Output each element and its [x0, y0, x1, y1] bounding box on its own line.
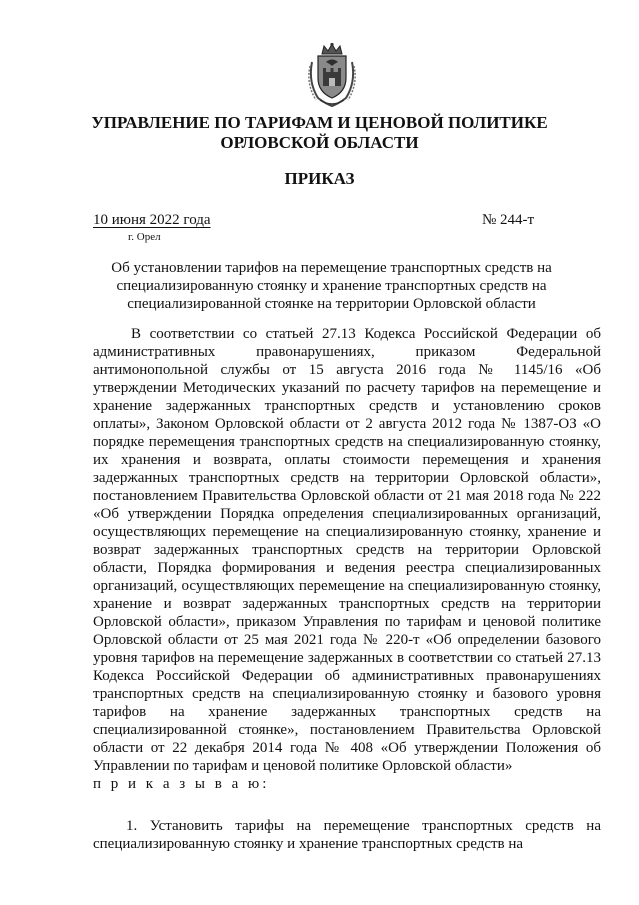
preamble-paragraph [93, 325, 601, 793]
document-subject [96, 259, 567, 313]
subject-line2: специализированную стоянку и хранение транспортных средств на [116, 278, 547, 294]
document-date: 10 июня 2022 года [93, 212, 211, 228]
document-number: № 244-т [482, 212, 535, 228]
organization-name [0, 113, 639, 153]
coat-of-arms-icon [306, 42, 358, 108]
organization-name-line1: УПРАВЛЕНИЕ ПО ТАРИФАМ И ЦЕНОВОЙ ПОЛИТИКЕ [91, 113, 548, 132]
decree-item-1: 1. Установить тарифы на перемещение транспортных средств на специализированную стоянку и хранение транспортных средств на [93, 818, 601, 852]
document-type: ПРИКАЗ [284, 169, 355, 188]
preamble-text: В соответствии со статьей 27.13 Кодекса Российской Федерации об административных правонарушениях, приказом Федеральной антимонопольной службы от 15 августа 2016 года № 1145/16 «Об утверждении Методических указаний по расчету тарифов на перемещение и хранение задержанных транспортных средств и установлению сроков оплаты», Законом Орловской области от 2 августа 2012 года № 1387-ОЗ «О порядке перемещения транспортных средств на специализированную стоянку, их хранения и возврата, оплаты стоимости перемещения и хранения задержанных транспортных средств на территории Орловской области», постановлением Правительства Орловской области от 21 мая 2018 года № 222 «Об утверждении Порядка определения специализированных организаций, осуществляющих перемещение на специализированную стоянку, хранение и возврат задержанных транспортных средств на территории Орловской области, Порядка формирования и ведения реестра специализированных организаций, осуществляющих перемещение на специализированную стоянку, хранение и возврат задержанных транспортных средств на территории Орловской области», приказом Управления по тарифам и ценовой политике Орловской области от 25 мая 2021 года № 220-т «Об определении базового уровня тарифов на перемещение задержанных в соответствии со статьей 27.13 Кодекса Российской Федерации об административных правонарушениях транспортных средств на специализированную стоянку и базового уровня тарифов на хранение задержанных транспортных средств на специализированной стоянке», постановлением Правительства Орловской области от 22 декабря 2014 года № 408 «Об утверждении Положения об Управлении по тарифам и ценовой политике Орловской области» [93, 326, 601, 774]
document-city: г. Орел [128, 231, 161, 243]
subject-line3: специализированной стоянке на территории Орловской области [127, 296, 536, 312]
organization-name-line2: ОРЛОВСКОЙ ОБЛАСТИ [220, 133, 419, 152]
decree-word: п р и к а з ы в а ю: [93, 776, 270, 792]
subject-line1: Об установлении тарифов на перемещение транспортных средств на [111, 260, 552, 276]
